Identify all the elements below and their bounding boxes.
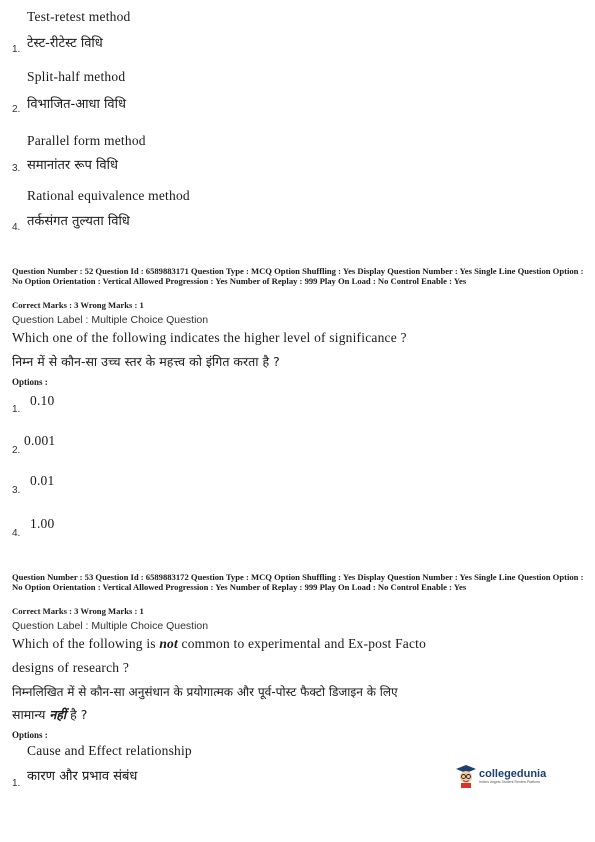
q53-hi-part2: है ?: [70, 707, 88, 722]
prev-option-3-en: Parallel form method: [27, 133, 146, 148]
q53-option-1-number: 1.: [12, 778, 21, 789]
q53-text-part1: Which of the following is: [12, 636, 156, 651]
student-mascot-icon: [455, 764, 477, 788]
prev-option-3-number: 3.: [12, 163, 21, 174]
q52-option-1-number: 1.: [12, 404, 21, 415]
q52-option-2-number: 2.: [12, 445, 21, 456]
q53-option-1-en: Cause and Effect relationship: [27, 743, 192, 758]
prev-option-3-hi: समानांतर रूप विधि: [27, 158, 118, 173]
q53-option-1-hi: कारण और प्रभाव संबंध: [27, 769, 138, 784]
q52-question-text-hi: निम्न में से कौन-सा उच्च स्तर के महत्त्व को इंगित करता है ?: [12, 354, 280, 369]
prev-option-1-hi: टेस्ट-रीटेस्ट विधि: [27, 36, 103, 51]
logo-tagline: India's largest Student Review Platform: [479, 780, 540, 784]
q52-option-4-value: 1.00: [30, 516, 55, 531]
q52-option-3-number: 3.: [12, 485, 21, 496]
q53-options-heading: Options :: [12, 730, 48, 740]
q52-option-2-value: 0.001: [24, 433, 56, 448]
prev-option-4-hi: तर्कसंगत तुल्यता विधि: [27, 214, 130, 229]
logo-wordmark: collegedunia: [479, 768, 547, 780]
q53-text-part2: common to experimental and Ex-post Facto: [181, 636, 427, 651]
q52-question-label: Question Label : Multiple Choice Question: [12, 314, 209, 326]
q53-question-text-en-line1: [12, 636, 426, 652]
prev-option-2-hi: विभाजित-आधा विधि: [27, 97, 126, 112]
q53-hi-emphasis: नहीं: [49, 707, 67, 722]
q52-option-4-number: 4.: [12, 528, 21, 539]
prev-option-4-en: Rational equivalence method: [27, 188, 190, 203]
q52-option-3-value: 0.01: [30, 473, 55, 488]
q53-question-text-en-line2: designs of research ?: [12, 660, 130, 675]
q52-options-heading: Options :: [12, 377, 48, 387]
q52-marks: Correct Marks : 3 Wrong Marks : 1: [12, 300, 144, 310]
collegedunia-logo: [455, 764, 546, 788]
q52-metadata: Question Number : 52 Question Id : 6589883171 Question Type : MCQ Option Shuffling : Yes Display Question Number : Yes Single Line Question Option : No Option Orientation : Vertical Allowed Progression : Yes Number of Replay : 999 Play On Load : No Control Enable : Yes: [12, 266, 584, 286]
prev-option-1-number: 1.: [12, 44, 21, 55]
q53-question-text-hi-line1: निम्नलिखित में से कौन-सा अनुसंधान के प्रयोगात्मक और पूर्व-पोस्ट फैक्टो डिजाइन के लिए: [12, 685, 398, 699]
q53-question-label: Question Label : Multiple Choice Question: [12, 620, 209, 632]
prev-option-4-number: 4.: [12, 222, 21, 233]
q53-question-text-hi-line2: [12, 706, 87, 723]
prev-option-2-number: 2.: [12, 104, 21, 115]
prev-option-2-en: Split-half method: [27, 69, 126, 84]
q52-option-1-value: 0.10: [30, 393, 55, 408]
q53-marks: Correct Marks : 3 Wrong Marks : 1: [12, 606, 144, 616]
prev-option-1-en: Test-retest method: [27, 9, 131, 24]
q53-metadata: Question Number : 53 Question Id : 6589883172 Question Type : MCQ Option Shuffling : Yes Display Question Number : Yes Single Line Question Option : No Option Orientation : Vertical Allowed Progression : Yes Number of Replay : 999 Play On Load : No Control Enable : Yes: [12, 572, 584, 592]
q52-question-text-en: Which one of the following indicates the higher level of significance ?: [12, 330, 407, 345]
q53-hi-part1: सामान्य: [12, 707, 46, 722]
q53-text-emphasis: not: [159, 636, 178, 651]
